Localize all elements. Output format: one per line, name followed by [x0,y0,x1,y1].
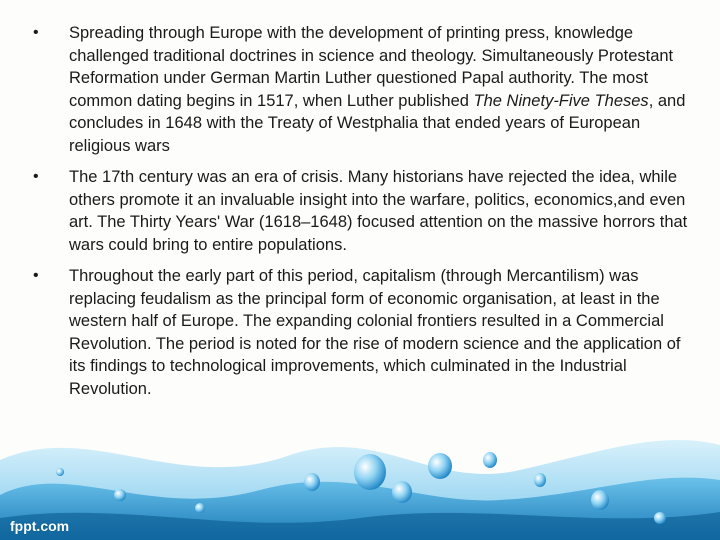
water-wave-decoration [0,400,720,540]
bullet-marker: • [33,24,39,41]
bullet-text: Spreading through Europe with the development of printing press, knowledge challenged traditional doctrines in science and theology. Simultaneously Protestant Reformation under German Martin Luther questioned Papal authority. The most common dating begins in 1517, when Luther published [69,24,674,110]
bullet-item [33,166,688,256]
bullet-text: The 17th century was an era of crisis. Many historians have rejected the idea, while others promote it an invaluable insight into the warfare, politics, economics,and even art. The Thirty Years' War (1618–1648) focused attention on the massive horrors that wars could bring to entire populations. [69,168,688,254]
bullet-text: , and concludes in 1648 with the Treaty of Westphalia that ended years of European religious wars [69,91,686,155]
bullet-item [33,22,688,157]
bullet-list [33,22,688,409]
brand-logo-text: fppt.com [10,518,70,534]
bullet-text: Throughout the early part of this period, capitalism (through Mercantilism) was replacing feudalism as the principal form of economic organisation, at least in the western half of Europe. The expanding colonial frontiers resulted in a Commercial Revolution. The period is noted for the rise of modern science and the application of its findings to technological improvements, which culminated in the Industrial Revolution. [69,267,681,398]
bullet-text-italic: The Ninety-Five Theses [473,91,649,110]
bullet-marker: • [33,168,39,185]
bullet-marker: • [33,267,39,284]
bullet-item [33,265,688,400]
